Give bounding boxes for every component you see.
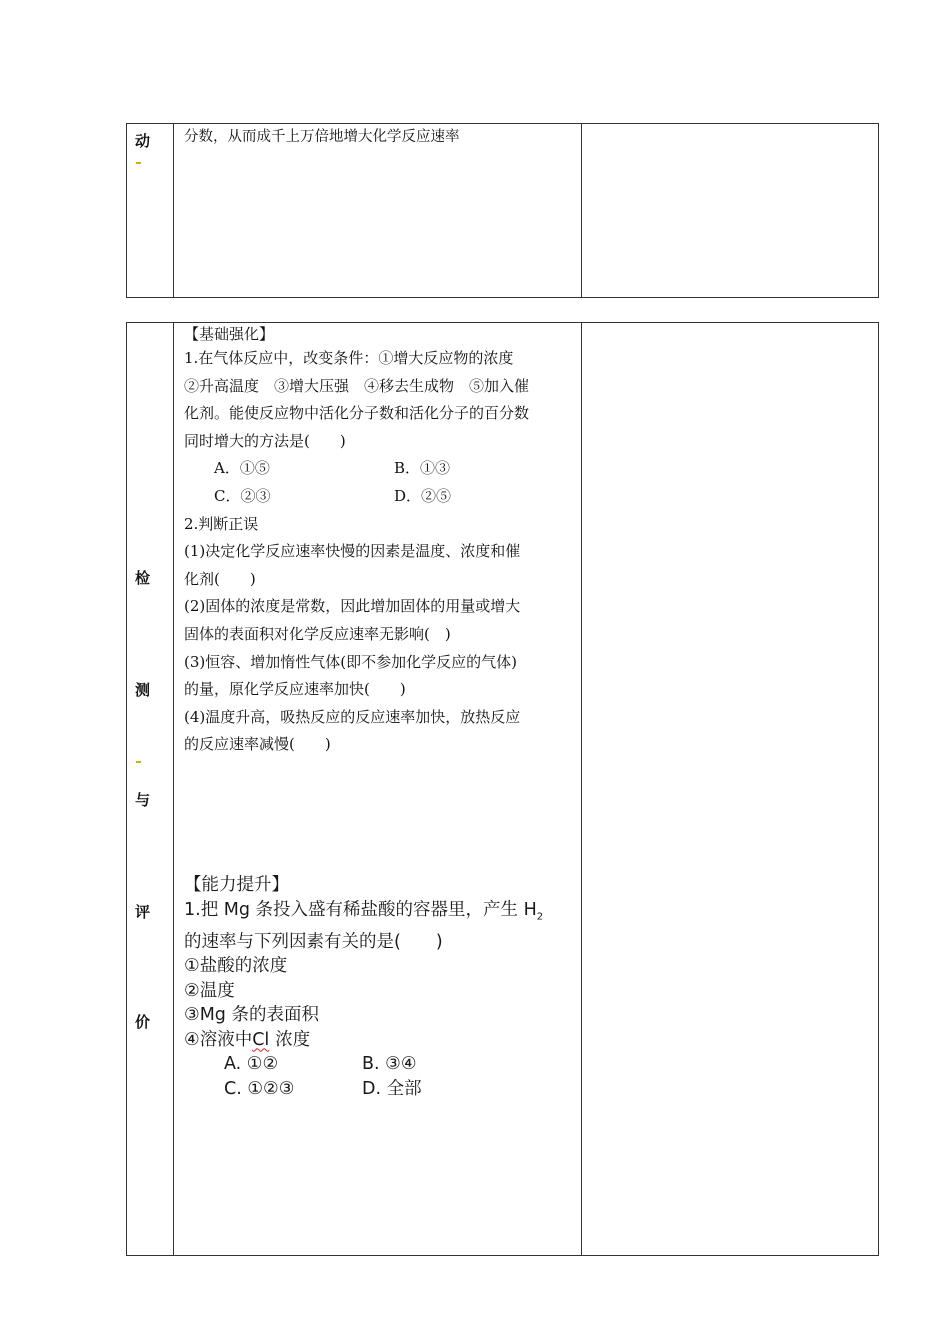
side-label-jian: 检 bbox=[135, 569, 151, 587]
yellow-mark bbox=[136, 162, 141, 164]
bottom-table bbox=[126, 322, 879, 1256]
ability-heading: 【能力提升】 bbox=[184, 875, 289, 895]
q2-line: (1)决定化学反应速率快慢的因素是温度、浓度和催 bbox=[184, 542, 521, 561]
ability-option-b: B. ③④ bbox=[362, 1054, 417, 1074]
top-right-cell bbox=[582, 124, 879, 298]
side-label-dong: 动 bbox=[135, 132, 151, 150]
ability-options-row bbox=[184, 1077, 543, 1102]
yellow-mark bbox=[136, 761, 141, 763]
q1-option-d: D．②⑤ bbox=[394, 486, 452, 505]
basic-section bbox=[174, 323, 581, 759]
bottom-content-cell bbox=[174, 323, 582, 1256]
ability-q1-line bbox=[184, 898, 543, 930]
ability-factor: ①盐酸的浓度 bbox=[184, 956, 288, 976]
top-text: 分数，从而成千上万倍地增大化学反应速率 bbox=[184, 129, 460, 145]
top-content-cell bbox=[174, 124, 582, 298]
ability-q1-line: 的速率与下列因素有关的是( ) bbox=[184, 931, 443, 952]
bottom-right-cell bbox=[582, 323, 879, 1256]
q2-line: 的反应速率减慢( ) bbox=[184, 735, 331, 754]
factor4-suffix: 浓度 bbox=[275, 1029, 311, 1050]
q2-line: 固体的表面积对化学反应速率无影响( ) bbox=[184, 624, 451, 643]
ability-factor: ③Mg 条的表面积 bbox=[184, 1005, 319, 1025]
q1-options-row bbox=[184, 483, 573, 511]
q2-line: 的量，原化学反应速率加快( ) bbox=[184, 680, 406, 699]
q1-line: 1.在气体反应中，改变条件：①增大反应物的浓度 bbox=[184, 349, 514, 367]
q2-title: 2.判断正误 bbox=[184, 514, 259, 533]
q2-line: (4)温度升高，吸热反应的反应速率加快，放热反应 bbox=[184, 707, 521, 726]
side-label-jia: 价 bbox=[135, 1013, 151, 1031]
ability-options-row bbox=[184, 1052, 543, 1077]
ability-option-a: A. ①② bbox=[224, 1054, 279, 1074]
ability-factor: ②温度 bbox=[184, 980, 235, 1001]
side-label-ping: 评 bbox=[135, 903, 151, 921]
q1-option-b: B．①③ bbox=[394, 459, 451, 478]
bottom-label-cell bbox=[127, 323, 174, 1256]
factor4-prefix: ④溶液中 bbox=[184, 1029, 253, 1050]
q1-line: 同时增大的方法是( ) bbox=[184, 431, 346, 450]
basic-heading: 【基础强化】 bbox=[184, 325, 275, 343]
q1-line: ②升高温度 ③增大压强 ④移去生成物 ⑤加入催 bbox=[184, 376, 530, 395]
ability-option-d: D. 全部 bbox=[362, 1078, 422, 1099]
ability-section bbox=[184, 873, 543, 1101]
ability-option-c: C. ①②③ bbox=[224, 1078, 295, 1099]
q1-options-row bbox=[184, 455, 573, 483]
h2-subscript: 2 bbox=[536, 911, 544, 922]
q2-line: 化剂( ) bbox=[184, 569, 256, 588]
ability-factor-4 bbox=[184, 1028, 543, 1053]
top-table bbox=[126, 123, 879, 298]
q2-line: (3)恒容、增加惰性气体(即不参加化学反应的气体) bbox=[184, 652, 517, 671]
top-label-cell bbox=[127, 124, 174, 298]
q1-line: 化剂。能使反应物中活化分子数和活化分子的百分数 bbox=[184, 404, 530, 423]
q1-option-c: C．②③ bbox=[214, 486, 271, 505]
q1-option-a: A．①⑤ bbox=[214, 459, 270, 478]
chloride-marked-text: Cl bbox=[252, 1029, 270, 1050]
q2-line: (2)固体的浓度是常数，因此增加固体的用量或增大 bbox=[184, 597, 521, 616]
side-label-ce: 测 bbox=[135, 681, 151, 699]
ability-q1-text: 1.把 Mg 条投入盛有稀盐酸的容器里，产生 H bbox=[184, 899, 537, 920]
side-label-yu: 与 bbox=[135, 791, 151, 809]
